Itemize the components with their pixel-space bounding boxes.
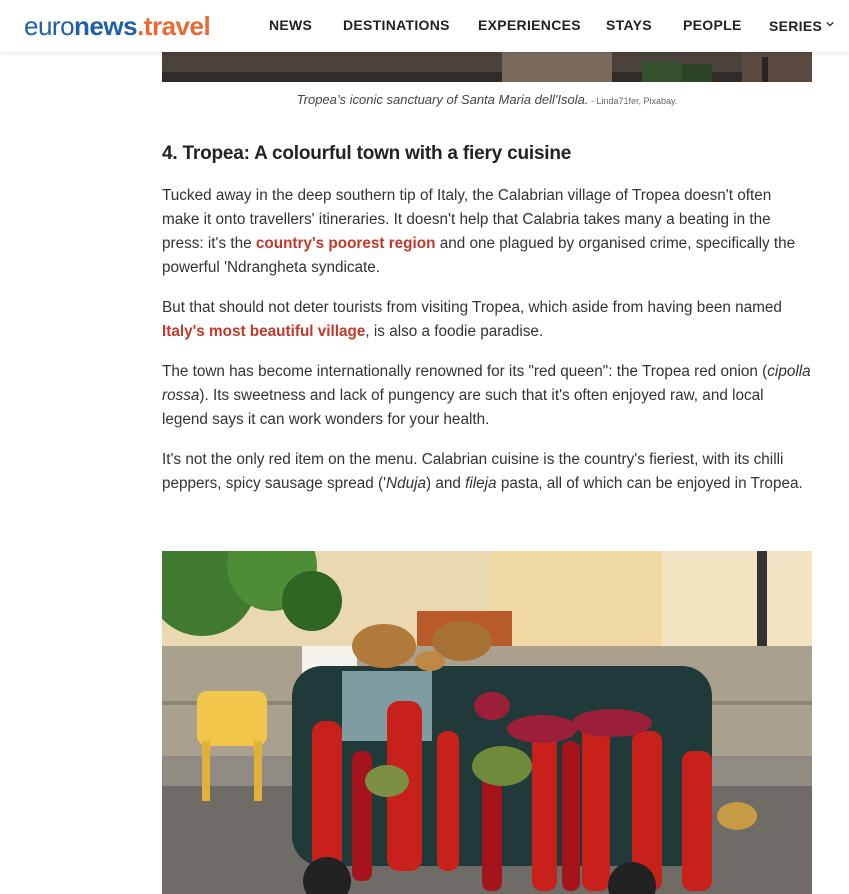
p3-emphasis: cipolla rossa bbox=[162, 363, 811, 404]
paragraph-3 bbox=[162, 360, 812, 432]
nav-news[interactable]: NEWS bbox=[269, 17, 313, 33]
p4-emphasis-nduja: Nduja bbox=[386, 475, 426, 492]
nav-destinations[interactable]: DESTINATIONS bbox=[343, 17, 450, 33]
p3-text-b: ). Its sweetness and lack of pungency are such that it's often enjoyed raw, and local legend says it can work wonders for your health. bbox=[162, 387, 764, 428]
p3-text-a: The town has become internationally renowned for its "red queen": the Tropea red onion ( bbox=[162, 363, 768, 380]
p1-text-b: and one plagued by organised crime, specifically the powerful 'Ndrangheta syndicate. bbox=[162, 235, 796, 276]
photo-caption bbox=[162, 92, 812, 107]
logo-part-news: news bbox=[74, 11, 138, 41]
link-most-beautiful-village[interactable]: Italy's most beautiful village bbox=[162, 323, 366, 340]
p2-text-b: , is also a foodie paradise. bbox=[365, 323, 544, 340]
nav-experiences[interactable]: EXPERIENCES bbox=[478, 17, 581, 33]
nav-stays[interactable]: STAYS bbox=[606, 17, 652, 33]
caption-credit: - Linda71fer, Pixabay. bbox=[588, 96, 678, 106]
p1-text-a: Tucked away in the deep southern tip of Italy, the Calabrian village of Tropea doesn't often make it onto travellers' itineraries. It doesn't help that Calabria takes many a beating in the press: it's the bbox=[162, 187, 772, 252]
p4-emphasis-fileja: fileja bbox=[465, 475, 497, 492]
p2-text-a: But that should not deter tourists from visiting Tropea, which aside from having been named bbox=[162, 299, 782, 316]
chevron-down-icon[interactable] bbox=[826, 20, 834, 28]
caption-text: Tropea’s iconic sanctuary of Santa Maria dell'Isola. bbox=[296, 92, 589, 107]
nav-people[interactable]: PEOPLE bbox=[683, 17, 742, 33]
p4-text-a: It's not the only red item on the menu. Calabrian cuisine is the country's fieriest, with its chilli peppers, spicy sausage spread (' bbox=[162, 451, 784, 492]
logo-part-travel: .travel bbox=[137, 11, 211, 41]
site-header bbox=[0, 0, 849, 52]
link-poorest-region[interactable]: country's poorest region bbox=[255, 235, 436, 252]
p4-text-c: pasta, all of which can be enjoyed in Tropea. bbox=[496, 475, 803, 492]
nav-series[interactable]: SERIES bbox=[769, 18, 823, 34]
sanctuary-photo bbox=[162, 52, 812, 82]
paragraph-2 bbox=[162, 296, 812, 344]
site-logo[interactable] bbox=[24, 11, 210, 42]
paragraph-4 bbox=[162, 448, 812, 496]
section-heading: 4. Tropea: A colourful town with a fiery cuisine bbox=[162, 143, 572, 164]
chili-truck-photo bbox=[162, 551, 812, 894]
p4-text-b: ) and bbox=[425, 475, 466, 492]
logo-part-euro: euro bbox=[24, 11, 75, 41]
paragraph-1 bbox=[162, 184, 812, 280]
